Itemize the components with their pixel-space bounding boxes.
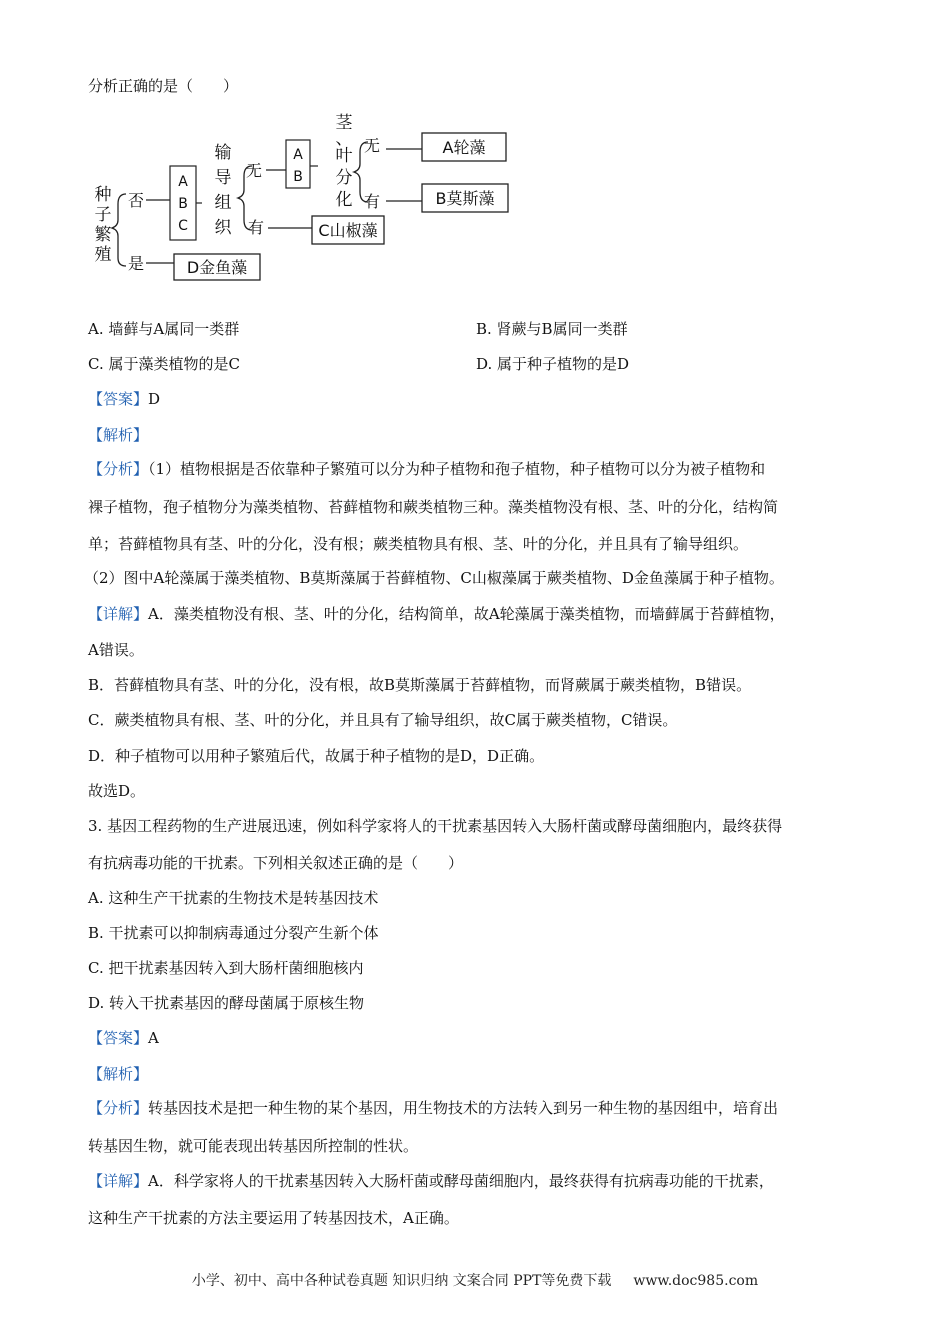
q3-stem-2: 有抗病毒功能的干扰素。下列相关叙述正确的是（ ） xyxy=(88,854,464,872)
seed-reproduction-char: 繁 xyxy=(94,225,112,245)
leaf-b-label: B莫斯藻 xyxy=(435,189,495,208)
q3-answer: 【答案】A xyxy=(88,1029,159,1047)
seed-reproduction-char: 种 xyxy=(94,185,112,205)
q2-detail-a2: A错误。 xyxy=(88,641,144,659)
svg-text:C: C xyxy=(178,218,188,234)
no-conducting-label: 无 xyxy=(246,161,263,180)
q2-fenxi-3: 单；苔藓植物具有茎、叶的分化，没有根；蕨类植物具有根、茎、叶的分化，并且具有了输导组织。 xyxy=(88,535,749,553)
stem-leaf-char: 化 xyxy=(335,190,353,210)
q3-stem-1: 3. 基因工程药物的生产进展迅速，例如科学家将人的干扰素基因转入大肠杆菌或酵母菌细胞内，最终获得 xyxy=(88,817,783,835)
q2-option-b: B. 肾蕨与B属同一类群 xyxy=(476,320,628,338)
conducting-tissue-char: 织 xyxy=(214,218,232,238)
q2-analysis-tag: 【解析】 xyxy=(88,426,149,444)
q2-conclusion: 故选D。 xyxy=(88,782,146,800)
q3-option-b: B. 干扰素可以抑制病毒通过分裂产生新个体 xyxy=(88,924,379,942)
svg-text:A: A xyxy=(293,147,303,163)
conducting-tissue-char: 导 xyxy=(214,168,232,188)
q2-fenxi-1: 【分析】（1）植物根据是否依靠种子繁殖可以分为种子植物和孢子植物，种子植物可以分为被子植物和 xyxy=(88,460,766,478)
stem-leaf-char: 、 xyxy=(335,129,353,149)
q2-fenxi-2: 裸子植物，孢子植物分为藻类植物、苔藓植物和蕨类植物三种。藻类植物没有根、茎、叶的分化，结构简 xyxy=(88,498,779,516)
q2-detail-c: C．蕨类植物具有根、茎、叶的分化，并且具有了输导组织，故C属于蕨类植物，C错误。 xyxy=(88,711,678,729)
has-conducting-label: 有 xyxy=(248,218,265,237)
root-brace xyxy=(112,194,126,266)
q2-fenxi-4: （2）图中A轮藻属于藻类植物、B莫斯藻属于苔藓植物、C山椒藻属于蕨类植物、D金鱼藻属于种子植物。 xyxy=(84,569,784,587)
q3-option-a: A. 这种生产干扰素的生物技术是转基因技术 xyxy=(88,889,379,907)
q3-detail-2: 这种生产干扰素的方法主要运用了转基因技术，A正确。 xyxy=(88,1209,459,1227)
yes-seed-label: 是 xyxy=(128,254,145,273)
has-stem-leaf-label: 有 xyxy=(364,192,381,211)
footer-url[interactable]: www.doc985.com xyxy=(633,1273,759,1289)
q3-fenxi-2: 转基因生物，就可能表现出转基因所控制的性状。 xyxy=(88,1137,419,1155)
q2-detail-d: D．种子植物可以用种子繁殖后代，故属于种子植物的是D，D正确。 xyxy=(88,747,545,765)
q2-option-c: C. 属于藻类植物的是C xyxy=(88,355,240,373)
seed-reproduction-char: 殖 xyxy=(94,245,112,265)
conducting-tissue-char: 输 xyxy=(214,143,232,163)
footer-text: 小学、初中、高中各种试卷真题 知识归纳 文案合同 PPT等免费下载 xyxy=(191,1273,612,1289)
stem-leaf-char: 分 xyxy=(335,168,353,188)
q3-analysis-tag: 【解析】 xyxy=(88,1065,149,1083)
q3-option-d: D. 转入干扰素基因的酵母菌属于原核生物 xyxy=(88,994,365,1012)
q2-option-a: A. 墙藓与A属同一类群 xyxy=(88,320,240,338)
q3-fenxi-1: 【分析】转基因技术是把一种生物的某个基因，用生物技术的方法转入到另一种生物的基因组中，培育出 xyxy=(88,1099,779,1117)
q2-option-d: D. 属于种子植物的是D xyxy=(476,355,630,373)
no-stem-leaf-label: 无 xyxy=(364,136,381,155)
seed-reproduction-char: 子 xyxy=(94,205,112,225)
leaf-c-label: C山椒藻 xyxy=(318,221,378,240)
q3-option-c: C. 把干扰素基因转入到大肠杆菌细胞核内 xyxy=(88,959,364,977)
svg-text:A: A xyxy=(178,174,188,190)
stem-leaf-char: 叶 xyxy=(335,146,353,166)
conducting-tissue-char: 组 xyxy=(214,193,232,213)
classification-key-diagram xyxy=(88,108,528,288)
q2-detail-b: B．苔藓植物具有茎、叶的分化，没有根，故B莫斯藻属于苔藓植物，而肾蕨属于蕨类植物，B错误。 xyxy=(88,676,752,694)
q3-detail-1: 【详解】A．科学家将人的干扰素基因转入大肠杆菌或酵母菌细胞内，最终获得有抗病毒功能的干扰素， xyxy=(88,1172,774,1190)
stem-leaf-char: 茎 xyxy=(335,113,353,133)
page-footer xyxy=(0,1270,950,1290)
svg-text:B: B xyxy=(293,169,303,185)
q2-detail-a1: 【详解】A．藻类植物没有根、茎、叶的分化，结构简单，故A轮藻属于藻类植物，而墙藓属于苔藓植物， xyxy=(88,605,785,623)
leaf-d-label: D金鱼藻 xyxy=(186,258,248,277)
svg-text:B: B xyxy=(178,196,188,212)
q2-stem-tail: 分析正确的是（ ） xyxy=(88,77,239,95)
leaf-a-label: A轮藻 xyxy=(442,138,486,157)
no-seed-label: 否 xyxy=(128,191,145,210)
q2-answer: 【答案】D xyxy=(88,390,161,408)
